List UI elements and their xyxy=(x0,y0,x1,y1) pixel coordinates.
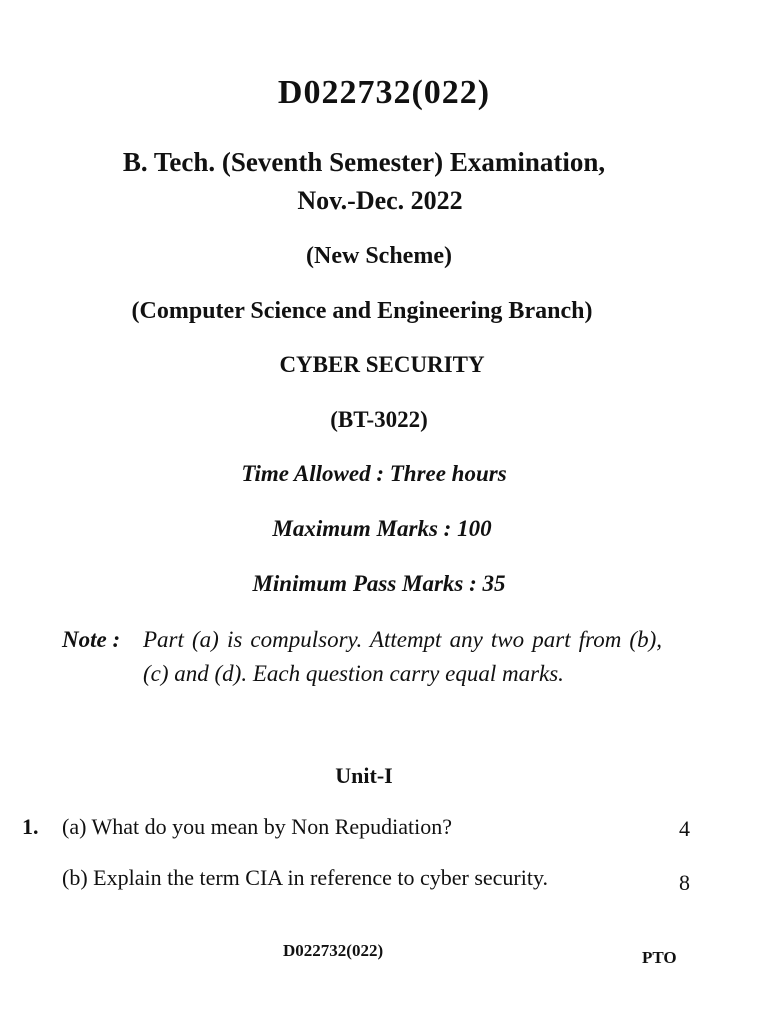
subject-code: (BT-3022) xyxy=(330,407,428,432)
note-block xyxy=(62,623,662,691)
time-allowed: Time Allowed : Three hours xyxy=(241,461,507,486)
subject-title: CYBER SECURITY xyxy=(279,352,485,377)
maximum-marks: Maximum Marks : 100 xyxy=(272,516,492,541)
question-number: 1. xyxy=(22,814,39,839)
paper-code: D022732(022) xyxy=(277,74,491,111)
unit-heading: Unit-I xyxy=(335,763,393,788)
exam-session: Nov.-Dec. 2022 xyxy=(297,186,463,215)
question-1b-marks: 8 xyxy=(679,870,690,895)
scheme: (New Scheme) xyxy=(306,243,452,269)
branch: (Computer Science and Engineering Branch) xyxy=(131,298,593,324)
footer-paper-code: D022732(022) xyxy=(283,941,384,960)
note-text: Part (a) is compulsory. Attempt any two part from (b), (c) and (d). Each question carry equal marks. xyxy=(143,627,662,686)
question-1a: (a) What do you mean by Non Repudiation? xyxy=(62,814,452,839)
question-1a-marks: 4 xyxy=(679,816,690,841)
question-1b: (b) Explain the term CIA in reference to cyber security. xyxy=(62,865,549,890)
note-label: Note : xyxy=(62,627,121,652)
pto-label: PTO xyxy=(642,948,677,967)
minimum-pass-marks: Minimum Pass Marks : 35 xyxy=(252,571,506,596)
exam-title: B. Tech. (Seventh Semester) Examination, xyxy=(122,147,606,177)
